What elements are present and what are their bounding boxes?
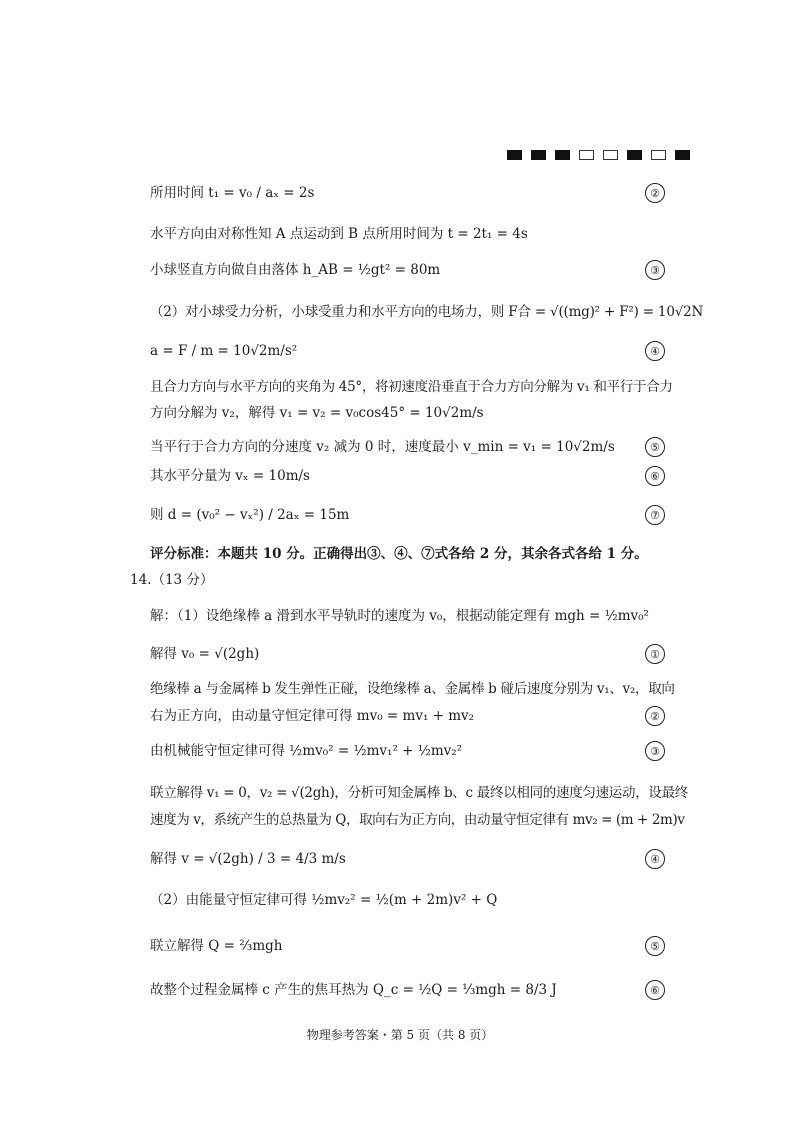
- answer-line: 方向分解为 v₂，解得 v₁ = v₂ = v₀cos45° = 10√2m/s: [150, 405, 484, 421]
- formula-number: ⑥: [645, 466, 665, 486]
- answer-line: 则 d = (v₀² − vₓ²) / 2aₓ = 15m: [150, 507, 350, 523]
- answer-line: 解：（1）设绝缘棒 a 滑到水平导轨时的速度为 v₀，根据动能定理有 mgh = ½mv₀²: [150, 608, 649, 624]
- answer-line: 联立解得 Q = ⅔mgh: [150, 938, 283, 954]
- mark-2: [531, 150, 546, 160]
- answer-line: 小球竖直方向做自由落体 h_AB = ½gt² = 80m: [150, 262, 441, 278]
- formula-number: ⑦: [645, 505, 665, 525]
- formula-number: ⑤: [645, 936, 665, 956]
- answer-line: 故整个过程金属棒 c 产生的焦耳热为 Q_c = ½Q = ⅓mgh = 8/3 J: [150, 982, 557, 998]
- answer-line: a = F / m = 10√2m/s²: [150, 343, 298, 359]
- question-header: 14.（13 分）: [130, 572, 214, 588]
- mark-6: [627, 150, 642, 160]
- answer-line: 所用时间 t₁ = v₀ / aₓ = 2s: [150, 185, 315, 201]
- mark-3: [555, 150, 570, 160]
- answer-line: （2）对小球受力分析，小球受重力和水平方向的电场力，则 F合 = √((mg)² + F²) = 10√2N: [150, 304, 704, 320]
- answer-line: 且合力方向与水平方向的夹角为 45°，将初速度沿垂直于合力方向分解为 v₁ 和平行于合力: [150, 379, 673, 395]
- answer-line: （2）由能量守恒定律可得 ½mv₂² = ½(m + 2m)v² + Q: [150, 892, 498, 908]
- formula-number: ①: [645, 644, 665, 664]
- mark-1: [507, 150, 522, 160]
- formula-number: ③: [645, 741, 665, 761]
- scoring-criteria: 评分标准：本题共 10 分。正确得出③、④、⑦式各给 2 分，其余各式各给 1 分。: [150, 546, 648, 562]
- formula-number: ③: [645, 260, 665, 280]
- registration-marks: [507, 150, 690, 160]
- formula-number: ②: [645, 706, 665, 726]
- mark-8: [675, 150, 690, 160]
- answer-line: 其水平分量为 vₓ = 10m/s: [150, 468, 310, 484]
- formula-number: ⑥: [645, 980, 665, 1000]
- page-footer: 物理参考答案・第 5 页（共 8 页）: [306, 1028, 494, 1042]
- formula-number: ④: [645, 849, 665, 869]
- answer-line: 绝缘棒 a 与金属棒 b 发生弹性正碰，设绝缘棒 a、金属棒 b 碰后速度分别为 v₁、v₂，取向: [150, 681, 675, 697]
- formula-number: ④: [645, 341, 665, 361]
- answer-line: 速度为 v，系统产生的总热量为 Q，取向右为正方向，由动量守恒定律有 mv₂ = (m + 2m)v: [150, 812, 685, 828]
- answer-line: 水平方向由对称性知 A 点运动到 B 点所用时间为 t = 2t₁ = 4s: [150, 226, 528, 242]
- answer-line: 解得 v = √(2gh) / 3 = 4/3 m/s: [150, 851, 346, 867]
- mark-4: [579, 150, 594, 160]
- mark-5: [603, 150, 618, 160]
- answer-line: 联立解得 v₁ = 0，v₂ = √(2gh)，分析可知金属棒 b、c 最终以相同的速度匀速运动，设最终: [150, 785, 688, 801]
- formula-number: ②: [645, 183, 665, 203]
- answer-line: 由机械能守恒定律可得 ½mv₀² = ½mv₁² + ½mv₂²: [150, 743, 463, 759]
- mark-7: [651, 150, 666, 160]
- answer-line: 解得 v₀ = √(2gh): [150, 646, 260, 662]
- formula-number: ⑤: [645, 437, 665, 457]
- answer-line: 当平行于合力方向的分速度 v₂ 减为 0 时，速度最小 v_min = v₁ = 10√2m/s: [150, 439, 615, 455]
- answer-line: 右为正方向，由动量守恒定律可得 mv₀ = mv₁ + mv₂: [150, 708, 475, 724]
